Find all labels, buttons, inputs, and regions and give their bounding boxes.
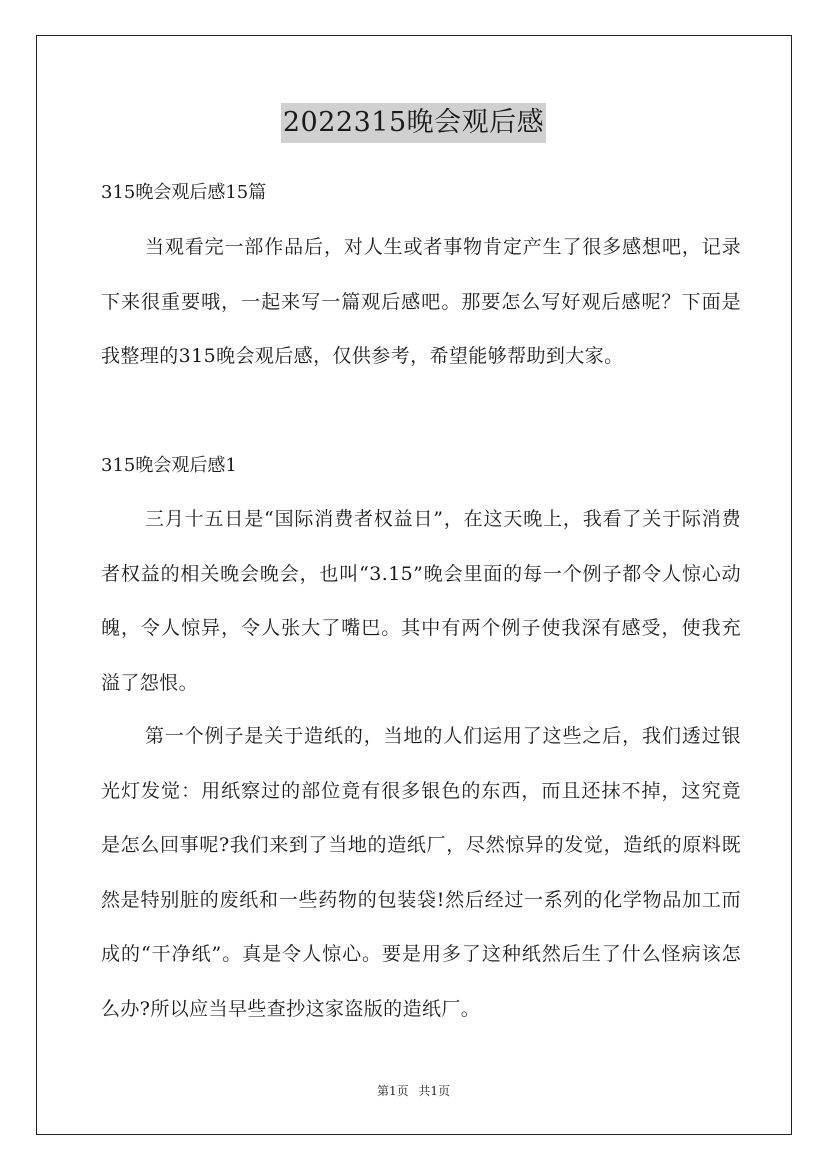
section-heading: 315晚会观后感1 (101, 455, 237, 476)
page-footer (0, 1083, 827, 1099)
page-number: 第1页 (376, 1084, 409, 1098)
document-title: 2022315晚会观后感 (281, 103, 546, 143)
body-paragraph: 三月十五日是“国际消费者权益日”，在这天晚上，我看了关于际消费者权益的相关晚会晚会，也叫“3.15”晚会里面的每一个例子都令人惊心动魄，令人惊异，令人张大了嘴巴。其中有两个例子使我深有感受，使我充溢了怨恨。 (101, 508, 741, 694)
body-paragraph: 第一个例子是关于造纸的，当地的人们运用了这些之后，我们透过银光灯发觉：用纸察过的部位竟有很多银色的东西，而且还抹不掉，这究竟是怎么回事呢?我们来到了当地的造纸厂，尽然惊异的发觉，造纸的原料既然是特别脏的废纸和一些药物的包装袋!然后经过一系列的化学物品加工而成的“干净纸”。真是令人惊心。要是用多了这种纸然后生了什么怪病该怎么办?所以应当早些查抄这家盗版的造纸厂。 (101, 725, 741, 1020)
page-total: 共1页 (418, 1084, 451, 1098)
section-heading: 315晚会观后感15篇 (101, 182, 267, 203)
intro-paragraph: 当观看完一部作品后，对人生或者事物肯定产生了很多感想吧，记录下来很重要哦，一起来写一篇观后感吧。那要怎么写好观后感呢？下面是我整理的315晚会观后感，仅供参考，希望能够帮助到大家。 (101, 236, 741, 367)
title-container (0, 103, 827, 143)
